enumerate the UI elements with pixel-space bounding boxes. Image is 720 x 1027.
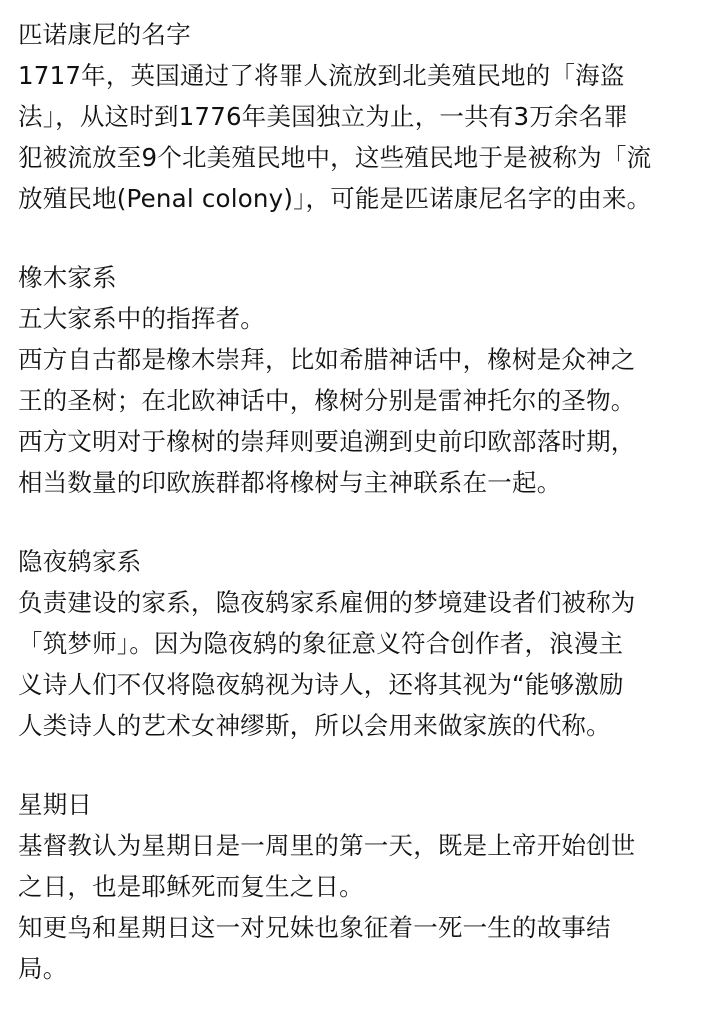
paragraph-line: 相当数量的印欧族群都将橡树与主神联系在一起。	[18, 468, 562, 497]
paragraph-line: 放殖民地(Penal colony)」，可能是匹诺康尼名字的由来。	[18, 184, 652, 213]
paragraph-line: 局。	[18, 954, 68, 983]
section-pinuokangni-name	[18, 14, 720, 219]
paragraph-line: 之日，也是耶稣死而复生之日。	[18, 872, 364, 901]
section-oak-family	[18, 257, 720, 503]
paragraph-line: 西方自古都是橡木崇拜，比如希腊神话中，橡树是众神之	[18, 345, 636, 374]
paragraph-line: 犯被流放至9个北美殖民地中，这些殖民地于是被称为「流	[18, 143, 652, 172]
paragraph-line: 人类诗人的艺术女神缪斯，所以会用来做家族的代称。	[18, 711, 611, 740]
paragraph-line: 王的圣树；在北欧神话中，橡树分别是雷神托尔的圣物。	[18, 386, 636, 415]
paragraph-line: 「筑梦师」。因为隐夜鸫的象征意义符合创作者，浪漫主	[18, 629, 624, 658]
paragraph-line: 法」，从这时到1776年美国独立为止，一共有3万余名罪	[18, 102, 629, 131]
section-sunday	[18, 784, 720, 989]
section-heading: 隐夜鸫家系	[18, 547, 142, 576]
section-heading: 匹诺康尼的名字	[18, 20, 191, 49]
document-page	[18, 14, 720, 1027]
section-heading: 星期日	[18, 790, 93, 819]
paragraph-line: 五大家系中的指挥者。	[18, 304, 265, 333]
section-heading: 橡木家系	[18, 263, 117, 292]
section-nightingale-family	[18, 541, 720, 746]
paragraph-line: 负责建设的家系，隐夜鸫家系雇佣的梦境建设者们被称为	[18, 588, 636, 617]
paragraph-line: 1717年，英国通过了将罪人流放到北美殖民地的「海盗	[18, 61, 625, 90]
paragraph-line: 义诗人们不仅将隐夜鸫视为诗人，还将其视为“能够激励	[18, 670, 624, 699]
paragraph-line: 西方文明对于橡树的崇拜则要追溯到史前印欧部落时期，	[18, 427, 636, 456]
paragraph-line: 基督教认为星期日是一周里的第一天，既是上帝开始创世	[18, 831, 636, 860]
paragraph-line: 知更鸟和星期日这一对兄妹也象征着一死一生的故事结	[18, 913, 611, 942]
